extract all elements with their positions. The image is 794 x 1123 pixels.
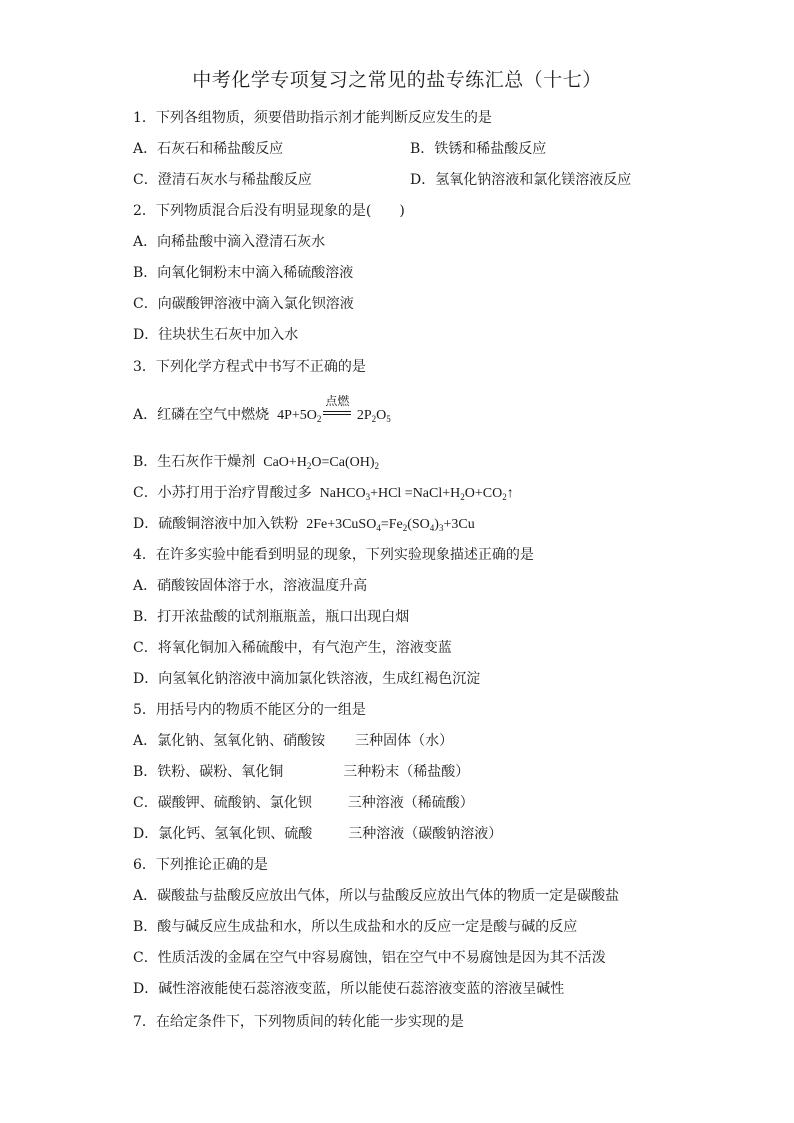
- q4-option-a: A．硝酸铵固体溶于水，溶液温度升高: [133, 578, 368, 594]
- q5-option-a-reagent: 三种固体（水）: [355, 733, 454, 749]
- q4-option-b: B．打开浓盐酸的试剂瓶瓶盖，瓶口出现白烟: [133, 609, 410, 625]
- q5-option-d: [133, 824, 502, 844]
- q4-option-d: D．向氢氧化钠溶液中滴加氯化铁溶液，生成红褐色沉淀: [133, 671, 481, 687]
- q1-stem: 1．下列各组物质，须要借助指示剂才能判断反应发生的是: [133, 110, 492, 126]
- q3-option-d: [133, 514, 475, 535]
- q3-option-b-equation: $CaO+H_2O=Ca(OH)_2$: [259, 455, 380, 471]
- q3-option-b: [133, 452, 379, 473]
- q6-option-c: C．性质活泼的金属在空气中容易腐蚀，铝在空气中不易腐蚀是因为其不活泼: [133, 950, 606, 966]
- q2-option-a: A．向稀盐酸中滴入澄清石灰水: [133, 234, 326, 250]
- q3-option-a-label: A．红磷在空气中燃烧: [133, 407, 270, 423]
- q6-option-a: A．碳酸盐与盐酸反应放出气体，所以与盐酸反应放出气体的物质一定是碳酸盐: [133, 888, 620, 904]
- q5-option-d-items: D．氯化钙、氢氧化钡、硫酸: [133, 826, 313, 842]
- q5-option-c-reagent: 三种溶液（稀硫酸）: [347, 795, 474, 811]
- page-title: 中考化学专项复习之常见的盐专练汇总（十七）: [192, 69, 602, 91]
- q1-option-b: B．铁锈和稀盐酸反应: [410, 141, 547, 157]
- reaction-condition-mark: [323, 394, 351, 419]
- reaction-condition-text: 点燃: [325, 394, 350, 408]
- q4-stem: 4．在许多实验中能看到明显的现象，下列实验现象描述正确的是: [133, 547, 534, 563]
- q6-option-b: B．酸与碱反应生成盐和水，所以生成盐和水的反应一定是酸与碱的反应: [133, 919, 578, 935]
- q3-option-d-equation: $2Fe+3CuSO_4=Fe_2(SO_4)_3+3Cu$: [302, 517, 475, 533]
- q5-option-c: [133, 793, 474, 813]
- q5-option-a: [133, 731, 453, 751]
- q3-option-a: [133, 394, 391, 426]
- q3-option-c-label: C．小苏打用于治疗胃酸过多: [133, 485, 312, 501]
- q1-option-d: D．氢氧化钠溶液和氯化镁溶液反应: [410, 172, 632, 188]
- q3-option-d-label: D．硫酸铜溶液中加入铁粉: [133, 516, 299, 532]
- q3-option-c-equation: NaHCO$_3$+HCl $=NaCl+H_2O+CO_2↑$: [316, 486, 514, 502]
- q1-option-a: A．石灰石和稀盐酸反应: [133, 141, 284, 157]
- q5-option-b: [133, 762, 469, 782]
- q2-stem: 2．下列物质混合后没有明显现象的是( ): [133, 203, 405, 219]
- q3-stem: 3．下列化学方程式中书写不正确的是: [133, 359, 366, 375]
- q5-stem: 5．用括号内的物质不能区分的一组是: [133, 702, 366, 718]
- q5-option-a-items: A．氯化钠、氢氧化钠、硝酸铵: [133, 733, 326, 749]
- q1-option-c: C．澄清石灰水与稀盐酸反应: [133, 172, 312, 188]
- q3-option-c: [133, 483, 514, 504]
- q5-option-b-reagent: 三种粉末（稀盐酸）: [343, 764, 470, 780]
- q5-option-d-reagent: 三种溶液（碳酸钠溶液）: [348, 826, 503, 842]
- q5-option-b-items: B．铁粉、碳粉、氧化铜: [133, 764, 284, 780]
- q6-option-d: D．碱性溶液能使石蕊溶液变蓝，所以能使石蕊溶液变蓝的溶液呈碱性: [133, 981, 565, 997]
- q4-option-c: C．将氧化铜加入稀硫酸中，有气泡产生，溶液变蓝: [133, 640, 452, 656]
- q2-option-d: D．往块状生石灰中加入水: [133, 327, 299, 343]
- q3-option-a-equation: $4P+5O_2$ 点燃 $2P_2O_5$: [273, 394, 391, 424]
- q3-option-b-label: B．生石灰作干燥剂: [133, 454, 256, 470]
- q2-option-c: C．向碳酸钾溶液中滴入氯化钡溶液: [133, 296, 354, 312]
- q7-stem: 7．在给定条件下，下列物质间的转化能一步实现的是: [133, 1014, 464, 1030]
- q6-stem: 6．下列推论正确的是: [133, 857, 268, 873]
- q5-option-c-items: C．碳酸钾、硫酸钠、氯化钡: [133, 795, 312, 811]
- q2-option-b: B．向氧化铜粉末中滴入稀硫酸溶液: [133, 265, 354, 281]
